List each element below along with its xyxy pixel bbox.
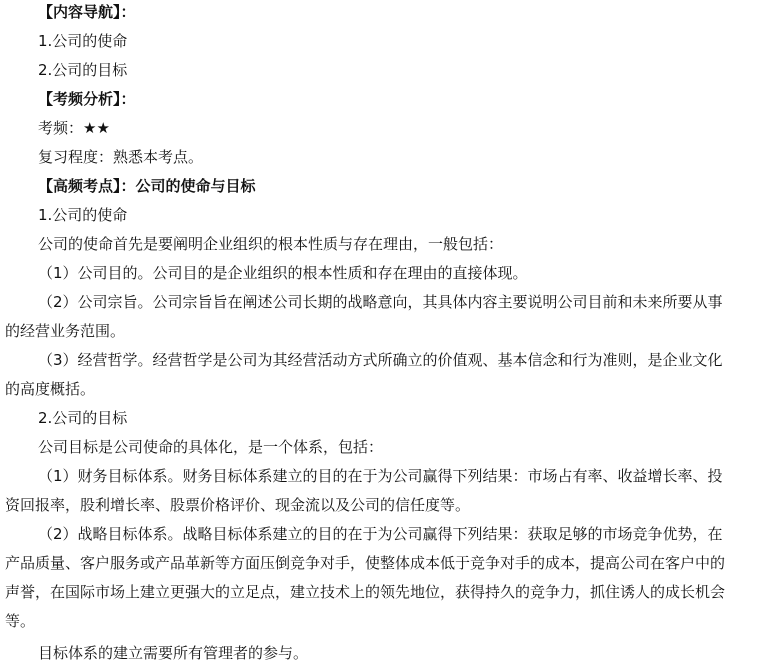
nav-item-mission: 1.公司的使命: [38, 32, 128, 50]
company-purpose-paragraph: （1）公司目的。公司目的是企业组织的根本性质和存在理由的直接体现。: [38, 264, 528, 282]
company-tenet-paragraph: （2）公司宗旨。公司宗旨旨在阐述公司长期的战略意向，其具体内容主要说明公司目前和未来所要从事: [38, 293, 723, 311]
strategic-goal-paragraph: （2）战略目标体系。战略目标体系建立的目的在于为公司赢得下列结果：获取足够的市场竞争优势，在: [38, 525, 723, 543]
goal-intro: 公司目标是公司使命的具体化，是一个体系，包括：: [38, 438, 384, 456]
review-level: 复习程度：熟悉本考点。: [38, 148, 204, 166]
financial-goal-continued: 资回报率，股利增长率、股票价格评价、现金流以及公司的信任度等。: [5, 496, 471, 514]
mission-title: 1.公司的使命: [38, 206, 128, 224]
nav-item-goal: 2.公司的目标: [38, 61, 128, 79]
mission-intro: 公司的使命首先是要阐明企业组织的根本性质与存在理由，一般包括：: [38, 235, 504, 253]
company-tenet-continued: 的经营业务范围。: [5, 322, 126, 340]
exam-frequency: 考频：★★: [38, 119, 110, 137]
content-nav-heading: 【内容导航】：: [38, 3, 136, 21]
business-philosophy-paragraph: （3）经营哲学。经营哲学是公司为其经营活动方式所确立的价值观、基本信念和行为准则，是企业文化: [38, 351, 723, 369]
strategic-goal-line-2: 产品质量、客户服务或产品革新等方面压倒竞争对手，使整体成本低于竞争对手的成本，提高公司在客户中的: [5, 554, 726, 572]
key-point-heading: 【高频考点】：公司的使命与目标: [38, 177, 256, 195]
closing-note: 目标体系的建立需要所有管理者的参与。: [38, 644, 309, 662]
frequency-analysis-heading: 【考频分析】：: [38, 90, 136, 108]
business-philosophy-continued: 的高度概括。: [5, 380, 96, 398]
goal-title: 2.公司的目标: [38, 409, 128, 427]
strategic-goal-line-4: 等。: [5, 612, 36, 630]
financial-goal-paragraph: （1）财务目标体系。财务目标体系建立的目的在于为公司赢得下列结果：市场占有率、收益增长率、投: [38, 467, 723, 485]
strategic-goal-line-3: 声誉，在国际市场上建立更强大的立足点，建立技术上的领先地位，获得持久的竞争力，抓住诱人的成长机会: [5, 583, 726, 601]
